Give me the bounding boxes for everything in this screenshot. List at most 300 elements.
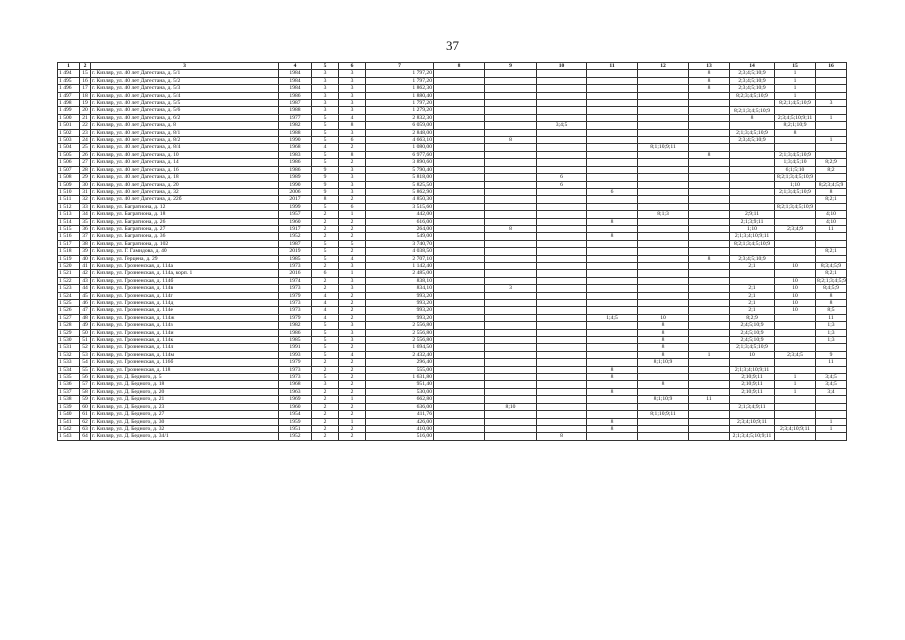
table-cell: 63 <box>80 425 91 432</box>
table-cell: 2;3;4;9 <box>775 225 816 232</box>
table-cell: 1 880,40 <box>366 92 434 99</box>
table-cell: 3 890,60 <box>366 159 434 166</box>
table-cell <box>689 366 730 373</box>
table-cell: 8 <box>537 433 587 440</box>
table-cell: 62 <box>80 418 91 425</box>
table-cell <box>689 159 730 166</box>
table-cell: 1 631,80 <box>366 374 434 381</box>
table-cell: 8 <box>587 418 638 425</box>
table-cell <box>537 329 587 336</box>
table-row <box>58 277 847 284</box>
table-cell <box>638 85 689 92</box>
table-cell: 1986 <box>279 166 312 173</box>
table-cell <box>434 262 485 269</box>
table-cell <box>485 233 537 240</box>
table-cell <box>816 433 847 440</box>
table-row <box>58 100 847 107</box>
table-cell <box>638 107 689 114</box>
table-cell: 838,10 <box>366 277 434 284</box>
table-cell: 11 <box>689 396 730 403</box>
table-row <box>58 351 847 358</box>
table-cell <box>638 300 689 307</box>
table-cell: 3 <box>339 129 366 136</box>
table-cell: 9 <box>312 181 339 188</box>
table-cell <box>434 359 485 366</box>
column-header: 11 <box>587 63 638 70</box>
table-cell: 2 <box>339 225 366 232</box>
table-cell: 1 501 <box>58 122 80 129</box>
table-cell <box>775 418 816 425</box>
table-cell: 8;2;3;4;5;9 <box>816 181 847 188</box>
table-cell <box>816 411 847 418</box>
table-cell <box>816 85 847 92</box>
table-cell: г. Кизляр, ул. Грозненская, д. 118 <box>91 366 279 373</box>
table-cell: 3;4;5 <box>816 381 847 388</box>
table-cell: 1 <box>339 211 366 218</box>
table-cell: 3 <box>312 100 339 107</box>
table-cell <box>434 107 485 114</box>
table-cell: 2;1;3;4;10;9;11 <box>730 233 775 240</box>
table-cell <box>434 366 485 373</box>
table-cell <box>485 211 537 218</box>
table-cell: 1 529 <box>58 329 80 336</box>
table-cell <box>485 322 537 329</box>
table-cell: г. Кизляр, ул. Герцена, д. 29 <box>91 255 279 262</box>
table-row <box>58 85 847 92</box>
table-cell: г. Кизляр, ул. Д. Бедного, д. 18 <box>91 381 279 388</box>
table-row <box>58 240 847 247</box>
table-cell: г. Кизляр, ул. Грозненская, д. 114б <box>91 277 279 284</box>
table-cell <box>485 240 537 247</box>
table-cell: 4 <box>339 351 366 358</box>
table-cell <box>638 240 689 247</box>
table-cell <box>485 425 537 432</box>
table-cell: 3 740,70 <box>366 240 434 247</box>
table-cell: 1 516 <box>58 233 80 240</box>
table-cell: 1;3 <box>816 329 847 336</box>
table-cell <box>434 411 485 418</box>
table-cell: 6 059,00 <box>366 122 434 129</box>
table-cell: 2;1;3;4;5;10;9 <box>730 344 775 351</box>
table-cell: 1986 <box>279 329 312 336</box>
table-cell <box>485 300 537 307</box>
table-cell: 1;3 <box>816 322 847 329</box>
table-cell <box>485 381 537 388</box>
table-cell <box>816 403 847 410</box>
table-cell <box>485 248 537 255</box>
table-cell: 4 663,10 <box>366 137 434 144</box>
table-row <box>58 329 847 336</box>
table-row <box>58 166 847 173</box>
table-cell <box>638 366 689 373</box>
table-cell: 5 <box>312 159 339 166</box>
table-cell <box>816 366 847 373</box>
table-cell: 10 <box>775 307 816 314</box>
column-header: 4 <box>279 63 312 70</box>
table-cell: 3 <box>339 85 366 92</box>
table-cell: 2 <box>339 159 366 166</box>
table-cell: 1 499 <box>58 107 80 114</box>
table-cell <box>730 159 775 166</box>
table-cell <box>689 262 730 269</box>
table-cell <box>537 344 587 351</box>
table-cell: 1 797,20 <box>366 77 434 84</box>
table-cell <box>587 77 638 84</box>
table-cell: 1982 <box>279 122 312 129</box>
table-cell: 1974 <box>279 277 312 284</box>
table-cell <box>730 188 775 195</box>
table-cell: 3;4 <box>816 388 847 395</box>
table-cell: 2;3;4;5;10;9;11 <box>775 114 816 121</box>
table-cell <box>434 196 485 203</box>
table-cell <box>689 114 730 121</box>
table-cell <box>434 174 485 181</box>
column-header: 9 <box>485 63 537 70</box>
table-cell: 2 <box>339 300 366 307</box>
table-cell <box>638 262 689 269</box>
table-cell: 2;1 <box>730 285 775 292</box>
table-cell <box>689 144 730 151</box>
table-cell: г. Кизляр, ул. Г. Гамидова, д. 40 <box>91 248 279 255</box>
table-cell: 5 <box>312 240 339 247</box>
table-cell: 32 <box>80 196 91 203</box>
table-cell: 8 <box>816 188 847 195</box>
table-cell: 6 <box>537 181 587 188</box>
table-cell: 2017 <box>279 196 312 203</box>
table-cell: 5 825,50 <box>366 181 434 188</box>
table-row <box>58 411 847 418</box>
table-cell <box>434 85 485 92</box>
table-cell: 2;1;3;4;5;10;9;11 <box>730 433 775 440</box>
table-cell: 2;3;4;5 <box>775 351 816 358</box>
table-row <box>58 425 847 432</box>
table-cell <box>434 166 485 173</box>
table-cell <box>638 403 689 410</box>
table-row <box>58 403 847 410</box>
table-cell: 993,20 <box>366 314 434 321</box>
data-table <box>57 62 847 441</box>
table-cell <box>587 144 638 151</box>
table-cell <box>587 92 638 99</box>
table-cell <box>775 270 816 277</box>
table-cell <box>638 270 689 277</box>
table-cell: 6 <box>537 174 587 181</box>
table-cell: 3 <box>339 181 366 188</box>
table-cell: г. Кизляр, ул. Багратиона, д. 26 <box>91 218 279 225</box>
table-cell <box>485 411 537 418</box>
table-cell <box>587 396 638 403</box>
table-cell <box>587 70 638 77</box>
table-cell: 1 496 <box>58 85 80 92</box>
table-cell: 16 <box>80 77 91 84</box>
table-cell: г. Кизляр, ул. 40 лет Дагестана, д. 32 <box>91 188 279 195</box>
table-cell <box>689 174 730 181</box>
table-cell <box>689 337 730 344</box>
table-cell: 3 <box>339 322 366 329</box>
table-cell: 5 818,00 <box>366 174 434 181</box>
table-cell: г. Кизляр, ул. Д. Бедного, д. 20 <box>91 388 279 395</box>
table-cell: 2 <box>339 411 366 418</box>
table-cell: г. Кизляр, ул. Д. Бедного, д. 27 <box>91 411 279 418</box>
table-cell: 8 <box>775 129 816 136</box>
table-cell: 22 <box>80 122 91 129</box>
table-row <box>58 433 847 440</box>
table-cell: 1 509 <box>58 181 80 188</box>
table-cell <box>587 166 638 173</box>
table-cell <box>730 277 775 284</box>
table-cell <box>485 100 537 107</box>
table-cell <box>689 196 730 203</box>
table-cell: 1982 <box>279 322 312 329</box>
table-cell <box>689 248 730 255</box>
table-cell: 3 <box>339 329 366 336</box>
table-cell <box>434 203 485 210</box>
table-cell <box>434 329 485 336</box>
table-cell <box>587 174 638 181</box>
table-cell: 3 <box>339 174 366 181</box>
table-cell <box>434 137 485 144</box>
column-header: 1 <box>58 63 80 70</box>
table-cell: 2;10;9;11 <box>730 381 775 388</box>
table-cell: 44 <box>80 285 91 292</box>
table-cell <box>816 255 847 262</box>
table-cell: г. Кизляр, ул. 40 лет Дагестана, д. 5/1 <box>91 70 279 77</box>
table-cell <box>689 344 730 351</box>
table-cell: 1990 <box>279 181 312 188</box>
table-cell <box>587 225 638 232</box>
table-cell <box>816 107 847 114</box>
table-cell: 27 <box>80 159 91 166</box>
table-cell <box>537 359 587 366</box>
table-cell <box>638 255 689 262</box>
table-cell: г. Кизляр, ул. Багратиона, д. 12 <box>91 203 279 210</box>
table-cell: 1 510 <box>58 188 80 195</box>
table-cell <box>587 151 638 158</box>
table-cell <box>434 277 485 284</box>
table-cell <box>638 233 689 240</box>
table-cell: 1973 <box>279 300 312 307</box>
table-cell: г. Кизляр, ул. 40 лет Дагестана, д. 20 <box>91 181 279 188</box>
table-cell <box>485 277 537 284</box>
table-cell: г. Кизляр, ул. Грозненская, д. 114г <box>91 292 279 299</box>
table-cell: 11 <box>816 225 847 232</box>
table-cell: 2;10;9;11 <box>730 374 775 381</box>
table-cell <box>730 166 775 173</box>
table-cell: 2;4;5;10;9 <box>730 322 775 329</box>
table-cell <box>689 285 730 292</box>
table-cell: 1 530 <box>58 337 80 344</box>
table-cell: 8 <box>689 77 730 84</box>
table-cell: 1986 <box>279 92 312 99</box>
table-cell <box>587 114 638 121</box>
table-cell: 46 <box>80 300 91 307</box>
table-cell: 8;10 <box>485 403 537 410</box>
table-cell: 1 540 <box>58 411 80 418</box>
table-cell: 6 977,60 <box>366 151 434 158</box>
table-cell: 5 <box>312 322 339 329</box>
table-cell <box>816 240 847 247</box>
table-cell: 1 526 <box>58 307 80 314</box>
table-row <box>58 122 847 129</box>
table-cell <box>730 411 775 418</box>
table-cell: 2 <box>312 418 339 425</box>
table-cell <box>537 403 587 410</box>
table-cell <box>775 433 816 440</box>
table-cell: 2;1 <box>730 300 775 307</box>
table-row <box>58 159 847 166</box>
table-cell: г. Кизляр, ул. Грозненская, д. 114а <box>91 262 279 269</box>
table-cell: 8 <box>638 329 689 336</box>
table-cell: 50 <box>80 329 91 336</box>
table-cell <box>485 329 537 336</box>
table-cell: 37 <box>80 233 91 240</box>
table-cell: 1;10 <box>730 225 775 232</box>
table-cell <box>485 388 537 395</box>
table-cell <box>537 381 587 388</box>
table-cell: г. Кизляр, ул. Грозненская, д. 114з <box>91 322 279 329</box>
table-cell <box>485 351 537 358</box>
table-cell: 2 <box>312 218 339 225</box>
table-cell <box>587 255 638 262</box>
table-cell: 10 <box>775 292 816 299</box>
table-cell: 2 <box>312 433 339 440</box>
table-cell: 8;1;10;9;11 <box>638 411 689 418</box>
table-cell: 4 <box>312 307 339 314</box>
table-cell: 2 <box>339 374 366 381</box>
table-cell <box>485 255 537 262</box>
table-cell: г. Кизляр, ул. 40 лет Дагестана, д. 14 <box>91 159 279 166</box>
table-cell: 1 494 <box>58 70 80 77</box>
table-cell: 5 790,40 <box>366 166 434 173</box>
table-cell: 8 <box>485 225 537 232</box>
table-cell <box>689 107 730 114</box>
table-cell: 2 <box>312 359 339 366</box>
table-row <box>58 225 847 232</box>
table-cell <box>689 129 730 136</box>
table-cell <box>689 374 730 381</box>
table-cell: 19 <box>80 100 91 107</box>
table-cell <box>485 344 537 351</box>
table-cell <box>638 374 689 381</box>
table-cell: 38 <box>80 240 91 247</box>
table-cell: 1991 <box>279 344 312 351</box>
table-row <box>58 418 847 425</box>
table-cell: 30 <box>80 181 91 188</box>
table-cell: 1 538 <box>58 396 80 403</box>
table-cell <box>485 85 537 92</box>
table-cell: 1;3;4;5;10 <box>775 159 816 166</box>
table-cell <box>434 92 485 99</box>
table-cell <box>537 144 587 151</box>
table-cell <box>587 411 638 418</box>
table-row <box>58 381 847 388</box>
table-cell: 410,00 <box>366 425 434 432</box>
table-cell: 26 <box>80 151 91 158</box>
table-cell <box>485 292 537 299</box>
table-cell: 45 <box>80 292 91 299</box>
table-cell: 5 <box>312 114 339 121</box>
table-row <box>58 181 847 188</box>
table-cell <box>485 174 537 181</box>
table-cell: 8;2;1 <box>816 270 847 277</box>
table-cell <box>775 322 816 329</box>
table-cell: 2 <box>312 425 339 432</box>
table-cell <box>587 292 638 299</box>
table-cell: 2;1;3;4;5;10;9 <box>775 151 816 158</box>
table-cell <box>434 270 485 277</box>
table-cell: 2 556,80 <box>366 337 434 344</box>
table-cell <box>485 129 537 136</box>
table-cell: 4 038,50 <box>366 248 434 255</box>
table-cell: 264,00 <box>366 225 434 232</box>
table-cell: 21 <box>80 114 91 121</box>
table-cell: 1 279,20 <box>366 107 434 114</box>
table-row <box>58 359 847 366</box>
table-cell: 1 498 <box>58 100 80 107</box>
table-cell: г. Кизляр, ул. Грозненская, д. 114м <box>91 351 279 358</box>
table-cell: 5 <box>312 122 339 129</box>
table-cell: 1 <box>775 92 816 99</box>
column-header: 15 <box>775 63 816 70</box>
table-cell: 1 <box>775 374 816 381</box>
table-cell <box>537 92 587 99</box>
table-cell <box>434 129 485 136</box>
table-cell <box>434 240 485 247</box>
table-cell: 1 532 <box>58 351 80 358</box>
table-cell: 1960 <box>279 403 312 410</box>
table-cell: 8;1;10;9 <box>638 396 689 403</box>
table-cell <box>730 181 775 188</box>
table-cell: 34 <box>80 211 91 218</box>
table-cell <box>638 285 689 292</box>
table-row <box>58 248 847 255</box>
table-cell: 2 <box>312 403 339 410</box>
table-row <box>58 314 847 321</box>
table-cell: 3 <box>312 77 339 84</box>
table-cell: 1 519 <box>58 255 80 262</box>
table-row <box>58 218 847 225</box>
table-cell <box>434 351 485 358</box>
table-row <box>58 77 847 84</box>
table-cell <box>537 240 587 247</box>
table-cell: 1968 <box>279 381 312 388</box>
table-cell <box>775 240 816 247</box>
table-cell <box>689 92 730 99</box>
table-cell: 10 <box>775 277 816 284</box>
table-cell <box>485 418 537 425</box>
table-cell: 2 <box>312 285 339 292</box>
table-cell: 8 <box>339 122 366 129</box>
table-row <box>58 337 847 344</box>
table-cell <box>485 181 537 188</box>
table-cell: 5 <box>339 240 366 247</box>
table-cell <box>587 85 638 92</box>
table-cell: 1983 <box>279 151 312 158</box>
table-cell: 4;10 <box>816 211 847 218</box>
table-cell: 1;3 <box>816 337 847 344</box>
table-cell: 59 <box>80 396 91 403</box>
table-cell: г. Кизляр, ул. Д. Бедного, д. 32 <box>91 425 279 432</box>
table-cell: 8;2;9 <box>730 314 775 321</box>
table-cell: 1 797,20 <box>366 100 434 107</box>
table-cell: 1 507 <box>58 166 80 173</box>
table-cell <box>587 100 638 107</box>
table-cell <box>434 337 485 344</box>
table-cell: 2 <box>339 314 366 321</box>
table-cell <box>689 277 730 284</box>
table-row <box>58 366 847 373</box>
table-cell: 2;1;3;4;10;9;11 <box>730 366 775 373</box>
